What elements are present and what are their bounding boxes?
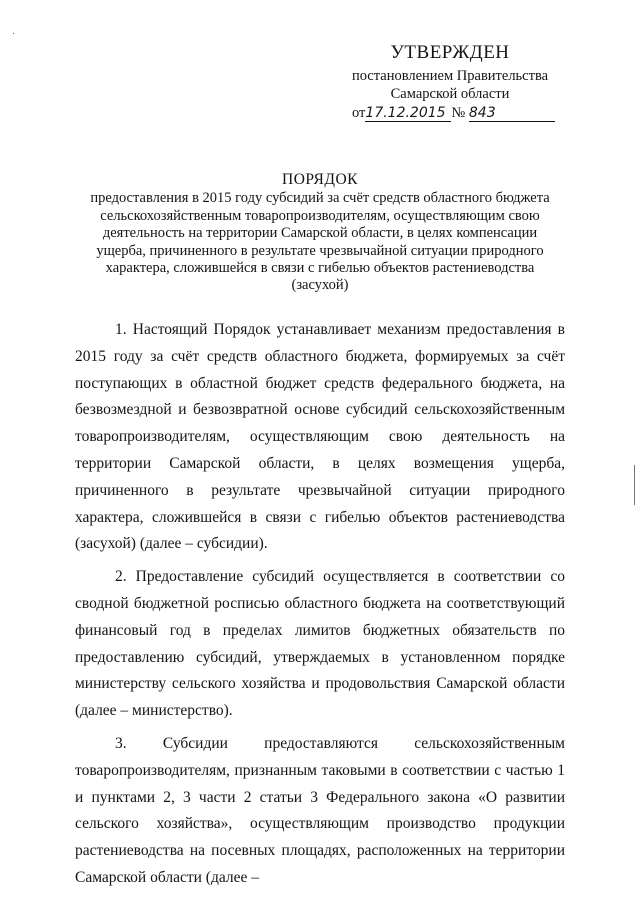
paragraph-2: 2. Предоставление субсидий осуществляется в соответствии со сводной бюджетной росписью областного бюджета на соответствующий финансовый год в пределах лимитов бюджетных обязательств по предоставлению субсидий, утверждаемых в установленном порядке министерству сельского хозяйства и продовольствия Самарской области (далее – министерство). [75,568,565,720]
approval-date-line [330,103,570,123]
approved-label: УТВЕРЖДЕН [390,42,510,63]
title-line: деятельность на территории Самарской области, в целях компенсации [102,225,538,242]
approval-line-2: Самарской области [390,86,510,102]
handwritten-date: 17.12.2015 [365,105,451,122]
document-body [75,317,565,898]
title-line: ущерба, причиненного в результате чрезвычайной ситуации природного [96,242,544,259]
handwritten-number: 843 [469,105,555,122]
approval-line-1: постановлением Правительства [351,68,549,84]
paragraph-1: 1. Настоящий Порядок устанавливает механизм предоставления в 2015 году за счёт средств областного бюджета, формируемых за счёт поступающих в областной бюджет средств федерального бюджета, на безвозмездной и безвозвратной основе субсидий сельскохозяйственным товаропроизводителям, осуществляющим свою деятельность на территории Самарской области, в целях возмещения ущерба, причиненного в результате чрезвычайной ситуации природного характера, сложившейся в связи с гибелью объектов растениеводства (засухой) (далее – субсидии). [75,321,565,553]
title-line: характера, сложившейся в связи с гибелью объектов растениеводства [105,260,535,277]
title-heading: ПОРЯДОК [282,171,358,188]
title-line: (засухой) [291,277,349,294]
paragraph-3: 3. Субсидии предоставляются сельскохозяйственным товаропроизводителям, признанным таковыми в соответствии с частью 1 и пунктами 2, 3 части 2 статьи 3 Федерального закона «О развитии сельского хозяйства», осуществляющим производство продукции растениеводства на посевных площадях, расположенных на территории Самарской области (далее – [75,734,565,886]
title-line: предоставления в 2015 году субсидий за счёт средств областного бюджета [90,190,550,207]
scan-mark: · [12,29,16,40]
title-line: сельскохозяйственным товаропроизводителям, осуществляющим свою [100,207,540,224]
approval-stamp [330,42,570,123]
date-prefix: от [352,105,366,121]
document-title [70,171,570,295]
page-edge-mark [634,465,635,505]
number-prefix: № [451,105,466,121]
